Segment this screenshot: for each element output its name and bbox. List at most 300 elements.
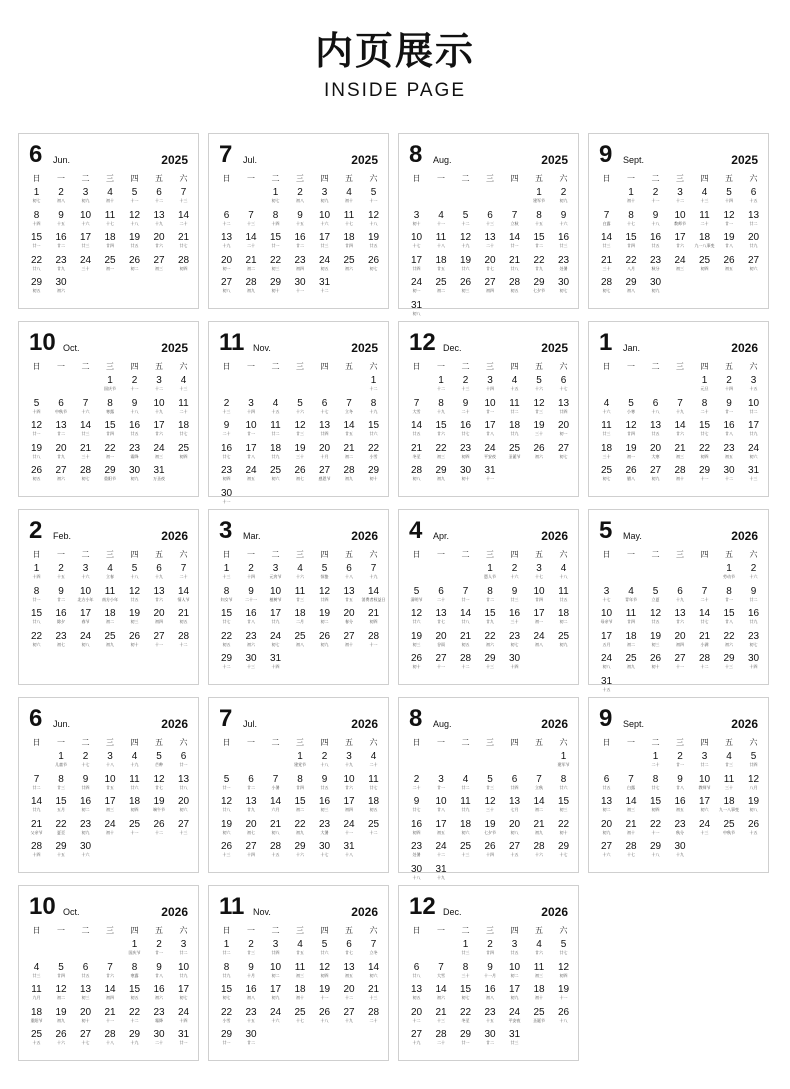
- lunar-label: 十四: [486, 852, 494, 857]
- lunar-label: 十三: [222, 574, 231, 579]
- lunar-label: 十七: [412, 243, 421, 248]
- day-number: 3: [487, 375, 493, 386]
- day-cell: [73, 608, 98, 624]
- lunar-label: 初三: [535, 972, 543, 978]
- lunar-label: 白露: [602, 220, 611, 226]
- day-cell: [717, 774, 742, 790]
- day-cell: [453, 465, 478, 481]
- day-number: 17: [343, 796, 355, 807]
- day-cell: [171, 796, 196, 812]
- lunar-label: 清明节: [410, 596, 423, 602]
- day-cell: [502, 398, 527, 414]
- day-number: 14: [245, 232, 257, 243]
- lunar-label: 初四: [179, 453, 188, 459]
- day-cell: [98, 443, 123, 459]
- day-number: 28: [79, 465, 92, 476]
- day-cell: [263, 796, 288, 812]
- weekday-header: 五: [345, 738, 353, 747]
- lunar-label: 十五: [271, 408, 280, 414]
- lunar-label: 十三: [222, 852, 231, 857]
- lunar-label: 廿三: [602, 431, 611, 436]
- year-label: 2026: [161, 905, 188, 919]
- weekday-header: 六: [179, 738, 188, 747]
- lunar-label: 二十: [437, 596, 445, 602]
- lunar-label: 圣诞节: [533, 1017, 545, 1023]
- lunar-label: 国庆节: [104, 386, 116, 391]
- lunar-label: 廿七: [179, 431, 188, 436]
- lunar-label: 十七: [106, 220, 114, 226]
- lunar-label: 十七: [627, 220, 635, 226]
- day-number: 13: [220, 232, 233, 243]
- day-number: 4: [297, 563, 303, 574]
- month-number: 1: [599, 329, 613, 356]
- lunar-label: 初四: [345, 807, 353, 812]
- lunar-label: 十二: [461, 220, 470, 226]
- lunar-label: 初九: [437, 476, 445, 481]
- day-number: 6: [248, 773, 254, 785]
- day-number: 27: [649, 465, 662, 476]
- lunar-label: 廿八: [247, 453, 255, 459]
- day-number: 22: [269, 254, 282, 266]
- weekday-header: 日: [412, 926, 421, 935]
- month-card: [18, 509, 199, 685]
- day-number: 6: [58, 397, 64, 409]
- lunar-label: 初五: [676, 807, 684, 812]
- day-number: 16: [649, 232, 662, 243]
- lunar-label: 初一: [412, 288, 421, 293]
- day-cell: [171, 586, 196, 602]
- day-number: 15: [269, 232, 282, 243]
- day-number: 25: [533, 1006, 545, 1018]
- day-cell: [337, 420, 362, 436]
- day-cell: [73, 984, 98, 1000]
- lunar-label: 十二: [369, 386, 378, 391]
- day-number: 23: [318, 818, 331, 830]
- day-cell: [312, 774, 337, 790]
- day-cell: [551, 819, 576, 835]
- day-number: 17: [410, 254, 423, 266]
- day-cell: [361, 962, 386, 978]
- lunar-label: 初三: [130, 619, 139, 624]
- day-cell: [98, 796, 123, 812]
- day-number: 26: [459, 277, 472, 288]
- day-number: 14: [674, 420, 686, 431]
- weekday-header: 三: [486, 926, 494, 935]
- day-number: 14: [698, 608, 711, 619]
- day-cell: [594, 631, 619, 647]
- lunar-label: 初六: [749, 453, 758, 459]
- day-number: 15: [723, 608, 735, 619]
- day-cell: [98, 232, 123, 248]
- day-cell: [239, 465, 264, 481]
- lunar-label: 廿四: [296, 784, 304, 790]
- lunar-label: 十二: [700, 664, 709, 669]
- lunar-label: 廿七: [369, 784, 378, 790]
- day-cell: [741, 586, 766, 602]
- lunar-label: 十六: [81, 852, 90, 857]
- day-cell: [551, 841, 576, 857]
- lunar-label: 廿六: [535, 950, 543, 955]
- lunar-label: 初十: [81, 1017, 90, 1023]
- day-cell: [122, 631, 147, 647]
- day-cell: [453, 796, 478, 812]
- lunar-label: 十九: [437, 408, 445, 414]
- day-cell: [98, 1007, 123, 1023]
- weekday-header: 四: [700, 738, 709, 747]
- day-number: 11: [601, 420, 612, 431]
- day-number: 13: [484, 232, 496, 243]
- day-number: 22: [128, 1006, 141, 1018]
- day-cell: [643, 420, 668, 436]
- day-number: 10: [153, 397, 165, 409]
- day-number: 21: [698, 630, 711, 642]
- day-number: 4: [107, 187, 113, 198]
- day-cell: [73, 255, 98, 271]
- day-number: 25: [294, 630, 306, 642]
- lunar-label: 十一: [106, 1017, 114, 1023]
- lunar-label: 十一: [369, 198, 378, 203]
- day-cell: [361, 443, 386, 459]
- day-number: 1: [131, 939, 138, 950]
- day-number: 7: [370, 939, 377, 950]
- day-number: 8: [107, 397, 113, 409]
- day-number: 10: [343, 773, 355, 785]
- day-cell: [312, 210, 337, 226]
- day-cell: [717, 563, 742, 579]
- day-cell: [619, 420, 644, 436]
- day-number: 17: [269, 984, 282, 995]
- day-cell: [263, 443, 288, 459]
- lunar-label: 十二: [412, 1017, 421, 1023]
- lunar-label: 二十: [700, 596, 709, 602]
- lunar-label: 廿五: [81, 972, 90, 978]
- lunar-label: 廿八: [676, 784, 684, 790]
- day-number: 21: [367, 984, 380, 995]
- day-cell: [24, 962, 49, 978]
- day-number: 10: [245, 420, 257, 431]
- day-cell: [147, 751, 172, 767]
- weekday-header: 四: [700, 362, 709, 371]
- lunar-label: 廿八: [32, 265, 41, 271]
- day-cell: [619, 210, 644, 226]
- day-number: 15: [484, 608, 496, 619]
- month-card: [398, 509, 579, 685]
- weekday-header: 四: [320, 362, 329, 371]
- month-name: Sept.: [623, 155, 645, 165]
- lunar-label: 立秋: [510, 220, 519, 226]
- lunar-label: 惊蛰: [320, 574, 329, 579]
- day-number: 26: [367, 254, 380, 266]
- day-cell: [594, 277, 619, 293]
- weekday-header: 五: [725, 738, 733, 747]
- lunar-label: 立春: [106, 574, 114, 579]
- day-number: 20: [177, 796, 190, 807]
- lunar-label: 廿二: [749, 596, 758, 602]
- day-number: 21: [104, 1006, 116, 1018]
- lunar-label: 初五: [461, 641, 470, 647]
- day-cell: [717, 232, 742, 248]
- day-cell: [717, 819, 742, 835]
- day-cell: [668, 841, 693, 857]
- day-number: 1: [487, 563, 493, 574]
- day-cell: [717, 631, 742, 647]
- day-number: 1: [628, 187, 634, 198]
- day-number: 15: [104, 420, 116, 431]
- weekday-header: 日: [32, 362, 41, 371]
- day-cell: [551, 796, 576, 812]
- day-cell: [594, 586, 619, 602]
- weekday-header: 六: [179, 926, 188, 935]
- day-number: 17: [177, 984, 190, 995]
- day-number: 11: [104, 585, 116, 597]
- day-number: 3: [677, 187, 683, 198]
- year-label: 2026: [351, 529, 378, 543]
- lunar-label: 初五: [725, 265, 733, 271]
- day-number: 8: [487, 585, 493, 597]
- day-number: 1: [223, 939, 230, 950]
- lunar-label: 廿五: [130, 596, 139, 602]
- month-name: Dec.: [443, 907, 462, 917]
- lunar-label: 初四: [296, 265, 304, 271]
- lunar-label: 十三: [179, 829, 188, 835]
- day-cell: [361, 774, 386, 790]
- day-number: 30: [153, 1029, 165, 1040]
- lunar-label: 白露: [627, 784, 635, 790]
- day-number: 7: [82, 397, 89, 409]
- day-cell: [478, 420, 503, 436]
- day-cell: [741, 465, 766, 481]
- lunar-label: 初十: [369, 476, 378, 481]
- day-cell: [24, 819, 49, 835]
- lunar-label: 初八: [247, 995, 255, 1000]
- weekday-header: 二: [81, 926, 90, 935]
- day-number: 3: [82, 187, 89, 198]
- day-number: 11: [294, 961, 306, 973]
- day-number: 30: [674, 841, 686, 852]
- day-cell: [337, 819, 362, 835]
- lunar-label: 初三: [627, 807, 635, 812]
- day-cell: [147, 774, 172, 790]
- day-number: 30: [557, 277, 570, 288]
- day-cell: [263, 1007, 288, 1023]
- lunar-label: 初四: [320, 972, 329, 978]
- lunar-label: 廿八: [412, 972, 421, 978]
- day-cell: [122, 398, 147, 414]
- lunar-label: 端午节: [153, 807, 165, 812]
- day-number: 15: [220, 608, 233, 619]
- day-cell: [527, 255, 552, 271]
- month-card: [208, 885, 389, 1061]
- day-cell: [478, 653, 503, 669]
- day-cell: [429, 608, 454, 624]
- day-number: 28: [435, 1029, 447, 1040]
- day-number: 24: [269, 1006, 282, 1018]
- lunar-label: 初十: [106, 198, 114, 203]
- day-number: 30: [649, 277, 662, 288]
- lunar-label: 初一: [627, 453, 635, 459]
- lunar-label: 十八: [651, 408, 660, 414]
- day-cell: [643, 751, 668, 767]
- day-number: 9: [248, 585, 254, 597]
- day-cell: [122, 774, 147, 790]
- day-cell: [453, 774, 478, 790]
- weekday-header: 六: [179, 362, 188, 371]
- lunar-label: 初十: [106, 829, 114, 835]
- day-number: 21: [625, 818, 637, 830]
- month-number: 3: [219, 517, 233, 544]
- day-number: 5: [156, 751, 162, 762]
- day-cell: [312, 277, 337, 293]
- lunar-label: 建军节: [557, 762, 570, 767]
- lunar-label: 初八: [412, 476, 421, 481]
- day-cell: [98, 398, 123, 414]
- day-cell: [429, 864, 454, 880]
- day-number: 20: [343, 984, 355, 995]
- lunar-label: 廿二: [486, 596, 494, 602]
- day-cell: [122, 420, 147, 436]
- lunar-label: 寒露: [130, 972, 139, 978]
- day-number: 26: [484, 841, 496, 852]
- lunar-label: 初六: [700, 807, 709, 812]
- lunar-label: 初五: [510, 288, 519, 293]
- day-number: 24: [79, 630, 92, 642]
- lunar-label: 重阳节: [30, 1017, 43, 1023]
- day-number: 6: [603, 773, 610, 785]
- lunar-label: 十一: [559, 995, 568, 1000]
- day-cell: [453, 962, 478, 978]
- lunar-label: 廿六: [461, 265, 470, 271]
- day-cell: [502, 939, 527, 955]
- day-number: 13: [508, 796, 521, 807]
- month-number: 6: [29, 141, 43, 168]
- month-name: Nov.: [253, 907, 271, 917]
- year-label: 2026: [731, 529, 758, 543]
- day-cell: [404, 443, 429, 459]
- weekday-header: 五: [535, 550, 543, 559]
- day-number: 20: [153, 232, 165, 243]
- lunar-label: 廿九: [461, 807, 470, 812]
- weekday-header: 三: [486, 738, 494, 747]
- lunar-label: 腊八: [627, 476, 635, 481]
- day-number: 19: [410, 630, 423, 642]
- lunar-label: 十四: [247, 574, 255, 579]
- day-cell: [214, 255, 239, 271]
- lunar-label: 廿三: [510, 1040, 519, 1045]
- day-number: 2: [297, 187, 303, 198]
- day-number: 3: [156, 375, 162, 386]
- day-number: 26: [55, 1029, 67, 1040]
- lunar-label: 十九: [155, 574, 163, 579]
- day-number: 17: [484, 420, 496, 431]
- day-cell: [214, 962, 239, 978]
- day-cell: [49, 255, 74, 271]
- lunar-label: 除夕: [57, 619, 65, 624]
- day-number: 14: [367, 585, 380, 597]
- lunar-label: 廿五: [437, 265, 445, 271]
- weekday-header: 六: [559, 174, 568, 183]
- lunar-label: 十一: [437, 220, 445, 226]
- lunar-label: 十二: [130, 1017, 139, 1023]
- day-number: 28: [367, 630, 380, 642]
- day-number: 17: [698, 796, 711, 807]
- day-cell: [49, 420, 74, 436]
- year-label: 2025: [161, 153, 188, 167]
- day-cell: [24, 984, 49, 1000]
- day-cell: [692, 465, 717, 481]
- lunar-label: 二十: [155, 1040, 163, 1045]
- day-cell: [49, 608, 74, 624]
- day-cell: [337, 631, 362, 647]
- day-cell: [527, 796, 552, 812]
- day-cell: [361, 751, 386, 767]
- day-cell: [502, 653, 527, 669]
- day-cell: [643, 277, 668, 293]
- day-cell: [453, 210, 478, 226]
- day-cell: [478, 443, 503, 459]
- lunar-label: 十九: [155, 220, 163, 226]
- day-cell: [453, 984, 478, 1000]
- lunar-label: 初三: [412, 641, 421, 647]
- month-number: 7: [219, 705, 233, 732]
- lunar-label: 廿三: [486, 784, 494, 790]
- day-cell: [741, 398, 766, 414]
- weekday-header: 日: [32, 738, 41, 747]
- lunar-label: 十一: [437, 664, 445, 669]
- day-number: 20: [220, 254, 233, 266]
- day-number: 12: [318, 585, 331, 597]
- day-cell: [551, 375, 576, 391]
- lunar-label: 廿三: [461, 950, 470, 955]
- day-cell: [668, 608, 693, 624]
- lunar-label: 廿五: [130, 431, 139, 436]
- weekday-header: 六: [369, 550, 378, 559]
- day-number: 6: [652, 397, 659, 409]
- lunar-label: 廿二: [510, 408, 519, 414]
- lunar-label: 初七: [749, 641, 758, 647]
- day-number: 25: [435, 277, 447, 288]
- day-number: 28: [30, 841, 43, 852]
- day-cell: [668, 653, 693, 669]
- lunar-label: 芒种: [155, 762, 163, 767]
- day-cell: [741, 375, 766, 391]
- lunar-label: 初九: [510, 995, 519, 1000]
- day-cell: [741, 563, 766, 579]
- day-number: 23: [220, 465, 233, 476]
- day-cell: [24, 563, 49, 579]
- lunar-label: 廿四: [106, 431, 114, 436]
- lunar-label: 廿一: [486, 408, 494, 414]
- lunar-label: 初五: [437, 829, 445, 835]
- day-cell: [73, 210, 98, 226]
- lunar-label: 初六: [57, 476, 65, 481]
- lunar-label: 初十: [345, 641, 353, 647]
- weekday-header: 日: [602, 550, 611, 559]
- day-number: 26: [128, 254, 141, 266]
- day-number: 30: [747, 653, 760, 664]
- day-number: 23: [674, 818, 686, 830]
- lunar-label: 廿九: [749, 431, 758, 436]
- day-cell: [147, 210, 172, 226]
- lunar-label: 廿四: [345, 243, 353, 248]
- day-number: 17: [600, 630, 613, 642]
- day-cell: [171, 1029, 196, 1045]
- day-cell: [361, 819, 386, 835]
- weekday-header: 四: [320, 926, 329, 935]
- lunar-label: 十六: [602, 408, 611, 414]
- lunar-label: 十九: [437, 874, 445, 880]
- day-number: 26: [723, 254, 735, 266]
- lunar-label: 初七: [369, 265, 378, 271]
